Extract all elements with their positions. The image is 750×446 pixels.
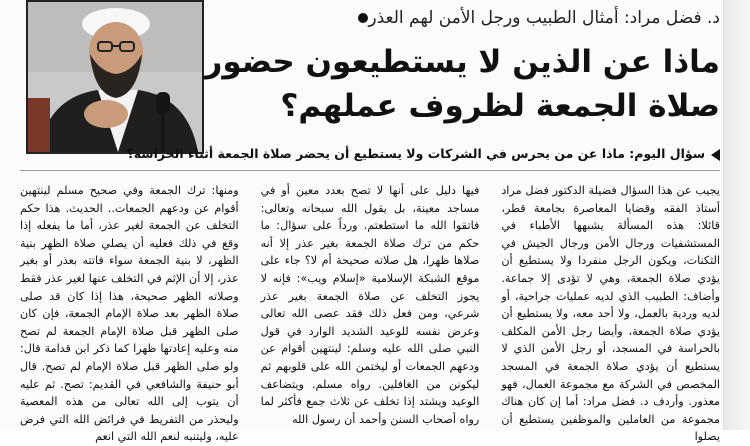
column-left xyxy=(19,182,239,444)
author-photo-illustration xyxy=(28,2,202,152)
kicker-text: د. فضل مراد: أمثال الطبيب ورجل الأمن لهم العذر xyxy=(368,8,720,28)
column-text: ومنها: ترك الجمعة وفي صحيح مسلم لينتهين أقوام عن ودعهم الجمعات.. الحديث. هذا حكم التخلف عن الجمعة لغير عذر، أما ما يفعله إذا وقع في ذلك فعليه أن يصلي صلاة الظهر بنية الظهر، لا بنية الجمعة سواء فاتته بعذر أو بغير عذر، إلا أن الإثم في التخلف عنها لغير عذر فقط وصلاته الظهر صحيحة، هذا إذا كان قد صلى صلاة الظهر بعد صلاة الإمام الجمعة، فإن كان صلى الظهر قبل صلاة الإمام الجمعة لم تصح منه وعليه إعادتها ظهرا كما ذكر ابن قدامة قال: ولو صلى الظهر قبل صلاة الإمام لم تصح. قال أبو حنيفة والشافعي في القديم: تصح. ثم عليه أن يتوب إلى الله تعالى من هذه المعصية وليحذر من التفريط في فرائض الله التي فرض عليه، وليتنبه لنعم الله التي انعم xyxy=(19,184,239,444)
column-middle xyxy=(261,182,480,430)
column-text: يجيب عن هذا السؤال فضيلة الدكتور فضل مراد أستاذ الفقه وقضايا المعاصرة بجامعة قطر، قائلا: هذه المسألة يشبهها الأطباء في المستشفيات ورجال الأمن ورجال الجيش في الثكنات، ويكون الرجل منفردا ولا يستطيع أن يؤدي صلاة الجمعة، وهي لا تؤدى إلا جماعة. وأضاف: الطبيب الذي لديه عمليات جراحية، أو لديه وردية بالعمل، ولا أحد معه، ولا يستطيع أن يؤدي صلاة الجمعة، وأيضا رجل الأمن المكلف بالحراسة في المسجد، أو رجل الأمن الذي لا يستطيع أن يؤدي صلاة الجمعة في المسجد المخصص في الشركة مع مجموعة العمال، فهو معذور. وأردف د. فضل مراد: أما إن كان هناك مجموعة من العاملين والموظفين يستطيع أن يصلوا xyxy=(501,184,720,444)
kicker xyxy=(260,8,720,28)
page-edge xyxy=(723,0,750,430)
column-right xyxy=(501,182,720,444)
triangle-bullet-icon xyxy=(711,149,720,161)
article-body xyxy=(19,182,720,444)
question-line xyxy=(126,146,720,161)
question-text: سؤال اليوم: ماذا عن من يحرس في الشركات ولا يستطيع أن يحضر صلاة الجمعة أثناء الحراسة؟ xyxy=(126,146,705,161)
column-text: فيها دليل على أنها لا تصح بعدد معين أو في مساجد معينة، بل يقول الله سبحانه وتعالى: فاتقوا الله ما استطعتم. ورداً على سؤال: ما حكم من ترك صلاة الجمعة بغير عذر إلا أنه صلاها ظهرا، هل صلاته صحيحة أم لا؟ جاء على موقع الشبكة الإسلامية «إسلام ويب»: فإنه لا يجوز التخلف عن صلاة الجمعة بغير عذر شرعي، ومن فعل ذلك فقد عصى الله تعالى وعرض نفسه للوعيد الشديد الوارد في قول النبي صلى الله عليه وسلم: لينتهين أقوام عن ودعهم الجمعات أو ليختمن الله على قلوبهم ثم ليكونن من الغافلين. رواه مسلم. ويتضاعف الوعيد ويشتد إذا تخلف عن ثلاث جمع فأكثر لما رواه أصحاب السنن وأحمد أن رسول الله xyxy=(260,184,480,426)
divider xyxy=(20,170,720,171)
headline-line: صلاة الجمعة لظروف عملهم؟ xyxy=(280,88,720,124)
headline-line: ماذا عن الذين لا يستطيعون حضور xyxy=(204,44,720,80)
author-photo xyxy=(26,0,204,154)
bullet-icon xyxy=(358,13,368,23)
headline xyxy=(205,40,720,128)
